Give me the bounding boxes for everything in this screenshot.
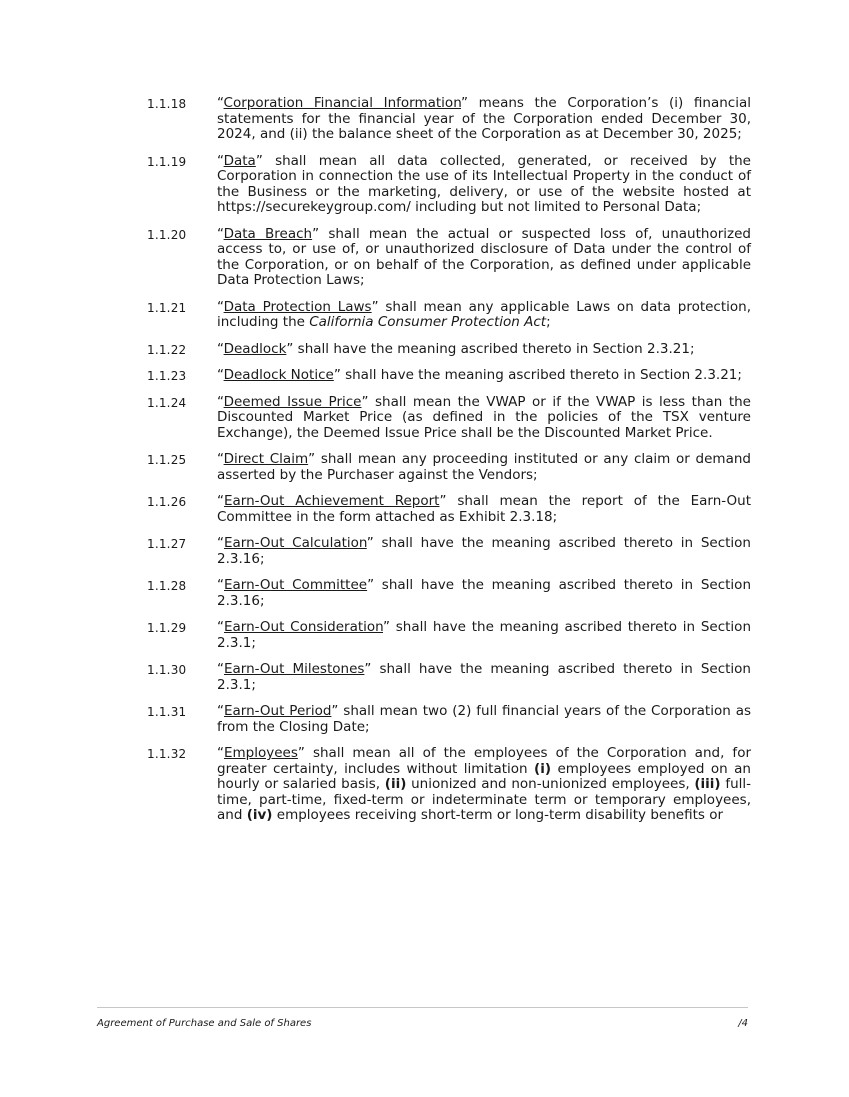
definition-body: ” shall have the meaning ascribed thereto in Section 2.3.21;: [286, 340, 695, 357]
definition-clause: [0, 300, 849, 331]
clause-number: 1.1.21: [147, 300, 187, 315]
definition-clause: [0, 395, 849, 442]
defined-term: Deemed Issue Price: [223, 393, 362, 410]
defined-term: Earn-Out Milestones: [224, 661, 365, 677]
clause-text: “Deemed Issue Price” shall mean the VWAP or if the VWAP is less than the Discounted Market Price (as defined in the policies of the TSX venture Exchange), the Deemed Issue Price shall be the Discounted Market Price.: [217, 393, 751, 441]
clause-text: “Deadlock Notice” shall have the meaning ascribed thereto in Section 2.3.21;: [217, 367, 742, 383]
defined-term: Employees: [224, 745, 298, 761]
footer-title: Agreement of Purchase and Sale of Shares: [97, 1018, 312, 1029]
enumerator: (ii): [384, 776, 407, 792]
definition-body: ” shall have the meaning ascribed thereto in Section 2.3.16;: [217, 535, 751, 567]
clause-text: “Corporation Financial Information” means the Corporation’s (i) financial statements for the financial year of the Corporation ended December 30, 2024, and (ii) the balance sheet of the Corporation as at December 30, 2025;: [217, 95, 751, 142]
definition-body: ” shall have the meaning ascribed thereto in Section 2.3.1;: [217, 619, 751, 651]
definition-body: ” shall mean two (2) full financial years of the Corporation as from the Closing Date;: [217, 703, 751, 735]
definition-body: ” shall have the meaning ascribed thereto in Section 2.3.21;: [333, 367, 742, 383]
definition-clause: [0, 227, 849, 289]
clause-text: “Direct Claim” shall mean any proceeding instituted or any claim or demand asserted by the Purchaser against the Vendors;: [217, 451, 751, 483]
clause-text: “Data Breach” shall mean the actual or suspected loss of, unauthorized access to, or use of, or unauthorized disclosure of Data under the control of the Corporation, or on behalf of the Corporation, as defined under applicable Data Protection Laws;: [217, 225, 751, 288]
definition-clause: [0, 368, 849, 384]
clause-text: “Data” shall mean all data collected, generated, or received by the Corporation in connection the use of its Intellectual Property in the conduct of the Business or the marketing, delivery, or use of the website hosted at https://securekeygroup.com/ including but not limited to Personal Data;: [217, 152, 751, 215]
definition-clause: [0, 620, 849, 651]
definition-clause: [0, 662, 849, 693]
defined-term: Direct Claim: [223, 451, 309, 467]
clause-number: 1.1.22: [147, 342, 187, 357]
definition-clause: [0, 536, 849, 567]
clause-number: 1.1.18: [147, 97, 187, 111]
clause-text: “Earn-Out Committee” shall have the meaning ascribed thereto in Section 2.3.16;: [217, 577, 751, 609]
clause-number: 1.1.28: [147, 579, 187, 593]
definition-body: ” shall mean any proceeding instituted or any claim or demand asserted by the Purchaser against the Vendors;: [217, 451, 751, 483]
clause-text: “Earn-Out Calculation” shall have the meaning ascribed thereto in Section 2.3.16;: [217, 535, 751, 567]
definition-body: ” shall have the meaning ascribed thereto in Section 2.3.1;: [217, 661, 751, 693]
defined-term: Corporation Financial Information: [223, 95, 462, 111]
clause-number: 1.1.25: [147, 453, 187, 467]
definitions-list: [0, 96, 849, 835]
clause-number: 1.1.32: [147, 747, 187, 761]
definition-tail: ;: [546, 314, 551, 330]
definition-body: ” shall mean the actual or suspected loss of, unauthorized access to, or use of, or unauthorized disclosure of Data under the control of the Corporation, or on behalf of the Corporation, as defined under applicable Data Protection Laws;: [217, 225, 751, 288]
definition-clause: [0, 154, 849, 216]
defined-term: Deadlock: [223, 340, 287, 357]
clause-number: 1.1.26: [147, 495, 187, 509]
clause-number: 1.1.19: [147, 154, 187, 169]
page-number: /4: [738, 1018, 748, 1029]
clause-number: 1.1.27: [147, 537, 187, 551]
definition-body: employees receiving short-term or long-term disability benefits or: [272, 807, 724, 823]
definition-body: employees employed on an hourly or salaried basis,: [217, 760, 751, 792]
definition-clause: [0, 452, 849, 483]
clause-number: 1.1.31: [147, 705, 187, 719]
clause-number: 1.1.24: [147, 395, 187, 410]
clause-text: “Data Protection Laws” shall mean any applicable Laws on data protection, including the California Consumer Protection Act;: [217, 298, 752, 330]
defined-term: Data Protection Laws: [223, 298, 372, 315]
definition-clause: [0, 342, 849, 358]
definition-body: unionized and non-unionized employees,: [406, 776, 695, 792]
enumerator: (iv): [246, 807, 273, 823]
definition-clause: [0, 746, 849, 824]
definition-clause: [0, 578, 849, 609]
clause-text: “Earn-Out Achievement Report” shall mean the report of the Earn-Out Committee in the form attached as Exhibit 2.3.18;: [217, 493, 751, 525]
definition-body: ” shall mean all data collected, generated, or received by the Corporation in connection the use of its Intellectual Property in the conduct of the Business or the marketing, delivery, or use of the website hosted at https://securekeygroup.com/ including but not limited to Personal Data;: [217, 152, 751, 215]
defined-term: Earn-Out Committee: [224, 577, 368, 593]
enumerator: (i): [534, 760, 551, 777]
clause-number: 1.1.29: [147, 621, 187, 635]
definition-body: ” shall have the meaning ascribed thereto in Section 2.3.16;: [217, 577, 751, 609]
definition-body: ” shall mean the report of the Earn-Out Committee in the form attached as Exhibit 2.3.18;: [217, 493, 751, 525]
definition-body: ” means the Corporation’s (i) financial statements for the financial year of the Corporation ended December 30, 2024, and (ii) the balance sheet of the Corporation as at December 30, 2025;: [217, 95, 751, 142]
clause-number: 1.1.23: [147, 369, 187, 383]
defined-term: Deadlock Notice: [223, 367, 334, 383]
clause-text: “Earn-Out Consideration” shall have the meaning ascribed thereto in Section 2.3.1;: [217, 619, 751, 651]
definition-clause: [0, 494, 849, 525]
definition-clause: [0, 704, 849, 735]
defined-term: Earn-Out Consideration: [224, 619, 383, 635]
defined-term: Earn-Out Period: [224, 703, 332, 719]
definition-body: ” shall mean any applicable Laws on data protection, including the: [217, 298, 752, 330]
defined-term: Earn-Out Calculation: [224, 535, 367, 551]
enumerator: (iii): [694, 776, 721, 792]
definition-body: ” shall mean the VWAP or if the VWAP is less than the Discounted Market Price (as defined in the policies of the TSX venture Exchange), the Deemed Issue Price shall be the Discounted Market Price.: [217, 393, 751, 441]
clause-number: 1.1.20: [147, 227, 187, 242]
clause-text: “Employees” shall mean all of the employees of the Corporation and, for greater certainty, includes without limitation (i) employees employed on an hourly or salaried basis, (ii) unionized and non-unionized employees, (iii) full-time, part-time, fixed-term or indeterminate term or temporary employees, and (iv) employees receiving short-term or long-term disability benefits or: [217, 745, 752, 823]
definition-body: ” shall mean all of the employees of the Corporation and, for greater certainty, includes without limitation: [217, 745, 751, 777]
clause-text: “Earn-Out Milestones” shall have the meaning ascribed thereto in Section 2.3.1;: [217, 661, 751, 693]
definition-body: full-time, part-time, fixed-term or indeterminate term or temporary employees, and: [217, 776, 752, 823]
footer-divider: [97, 1007, 748, 1008]
defined-term: Data: [223, 152, 256, 169]
definition-clause: [0, 96, 849, 143]
defined-term: Earn-Out Achievement Report: [224, 493, 440, 509]
clause-text: “Earn-Out Period” shall mean two (2) full financial years of the Corporation as from the Closing Date;: [217, 703, 751, 735]
law-title: California Consumer Protection Act: [309, 314, 547, 330]
clause-text: “Deadlock” shall have the meaning ascribed thereto in Section 2.3.21;: [217, 340, 695, 357]
clause-number: 1.1.30: [147, 663, 187, 677]
defined-term: Data Breach: [223, 225, 313, 242]
